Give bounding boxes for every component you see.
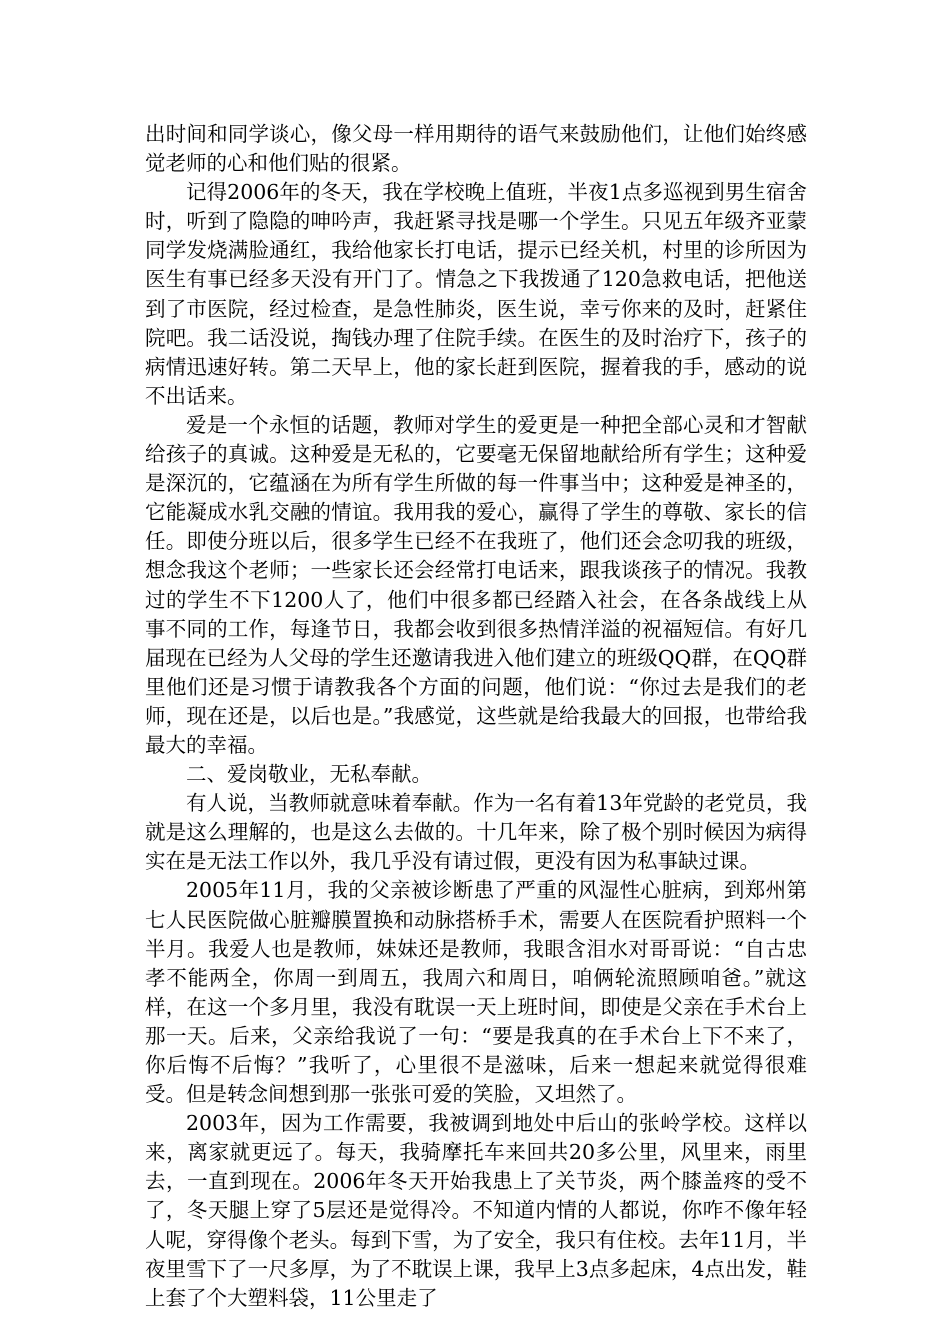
document-body <box>145 120 807 1313</box>
paragraph-dedication: 有人说，当教师就意味着奉献。作为一名有着13年党龄的老党员，我就是这么理解的，也是这么去做的。十几年来，除了极个别时候因为病得实在是无法工作以外，我几乎没有请过假，更没有因为私事缺过课。 <box>145 791 807 874</box>
paragraph-zhangling-2003: 2003年，因为工作需要，我被调到地处中后山的张岭学校。这样以来，离家就更远了。每天，我骑摩托车来回共20多公里，风里来，雨里去，一直到现在。2006年冬天开始我患上了关节炎，两个膝盖疼的受不了，冬天腿上穿了5层还是觉得冷。不知道内情的人都说，你咋不像年轻人呢，穿得像个老头。每到下雪，为了安全，我只有住校。去年11月，半夜里雪下了一尺多厚，为了不耽误上课，我早上3点多起床，4点出发，鞋上套了个大塑料袋，11公里走了 <box>145 1111 807 1310</box>
paragraph-winter-2006: 记得2006年的冬天，我在学校晚上值班，半夜1点多巡视到男生宿舍时，听到了隐隐的呻吟声，我赶紧寻找是哪一个学生。只见五年级齐亚蒙同学发烧满脸通红，我给他家长打电话，提示已经关机，村里的诊所因为医生有事已经多天没有开门了。情急之下我拨通了120急救电话，把他送到了市医院，经过检查，是急性肺炎，医生说，幸亏你来的及时，赶紧住院吧。我二话没说，掏钱办理了住院手续。在医生的及时治疗下，孩子的病情迅速好转。第二天早上，他的家长赶到医院，握着我的手，感动的说不出话来。 <box>145 180 807 408</box>
paragraph-continuation: 出时间和同学谈心，像父母一样用期待的语气来鼓励他们，让他们始终感觉老师的心和他们贴的很紧。 <box>145 122 807 176</box>
paragraph-father-2005: 2005年11月，我的父亲被诊断患了严重的风湿性心脏病，到郑州第七人民医院做心脏瓣膜置换和动脉搭桥手术，需要人在医院看护照料一个半月。我爱人也是教师，妹妹还是教师，我眼含泪水对哥哥说：“自古忠孝不能两全，你周一到周五，我周六和周日，咱俩轮流照顾咱爸。”就这样，在这一个多月里，我没有耽误一天上班时间，即使是父亲在手术台上那一天。后来，父亲给我说了一句：“要是我真的在手术台上下不来了，你后悔不后悔？”我听了，心里很不是滋味，后来一想起来就觉得很难受。但是转念间想到那一张张可爱的笑脸，又坦然了。 <box>145 878 807 1107</box>
paragraph-eternal-love: 爱是一个永恒的话题，教师对学生的爱更是一种把全部心灵和才智献给孩子的真诚。这种爱是无私的，它要毫无保留地献给所有学生；这种爱是深沉的，它蕴涵在为所有学生所做的每一件事当中；这种爱是神圣的，它能凝成水乳交融的情谊。我用我的爱心，赢得了学生的尊敬、家长的信任。即使分班以后，很多学生已经不在我班了，他们还会念叨我的班级，想念我这个老师；一些家长还会经常打电话来，跟我谈孩子的情况。我教过的学生不下1200人了，他们中很多都已经踏入社会，在各条战线上从事不同的工作，每逢节日，我都会收到很多热情洋溢的祝福短信。有好几届现在已经为人父母的学生还邀请我进入他们建立的班级QQ群，在QQ群里他们还是习惯于请教我各个方面的问题，他们说：“你过去是我们的老师，现在还是，以后也是。”我感觉，这些就是给我最大的回报，也带给我最大的幸福。 <box>145 412 807 757</box>
section-heading: 二、爱岗敬业，无私奉献。 <box>186 762 432 787</box>
